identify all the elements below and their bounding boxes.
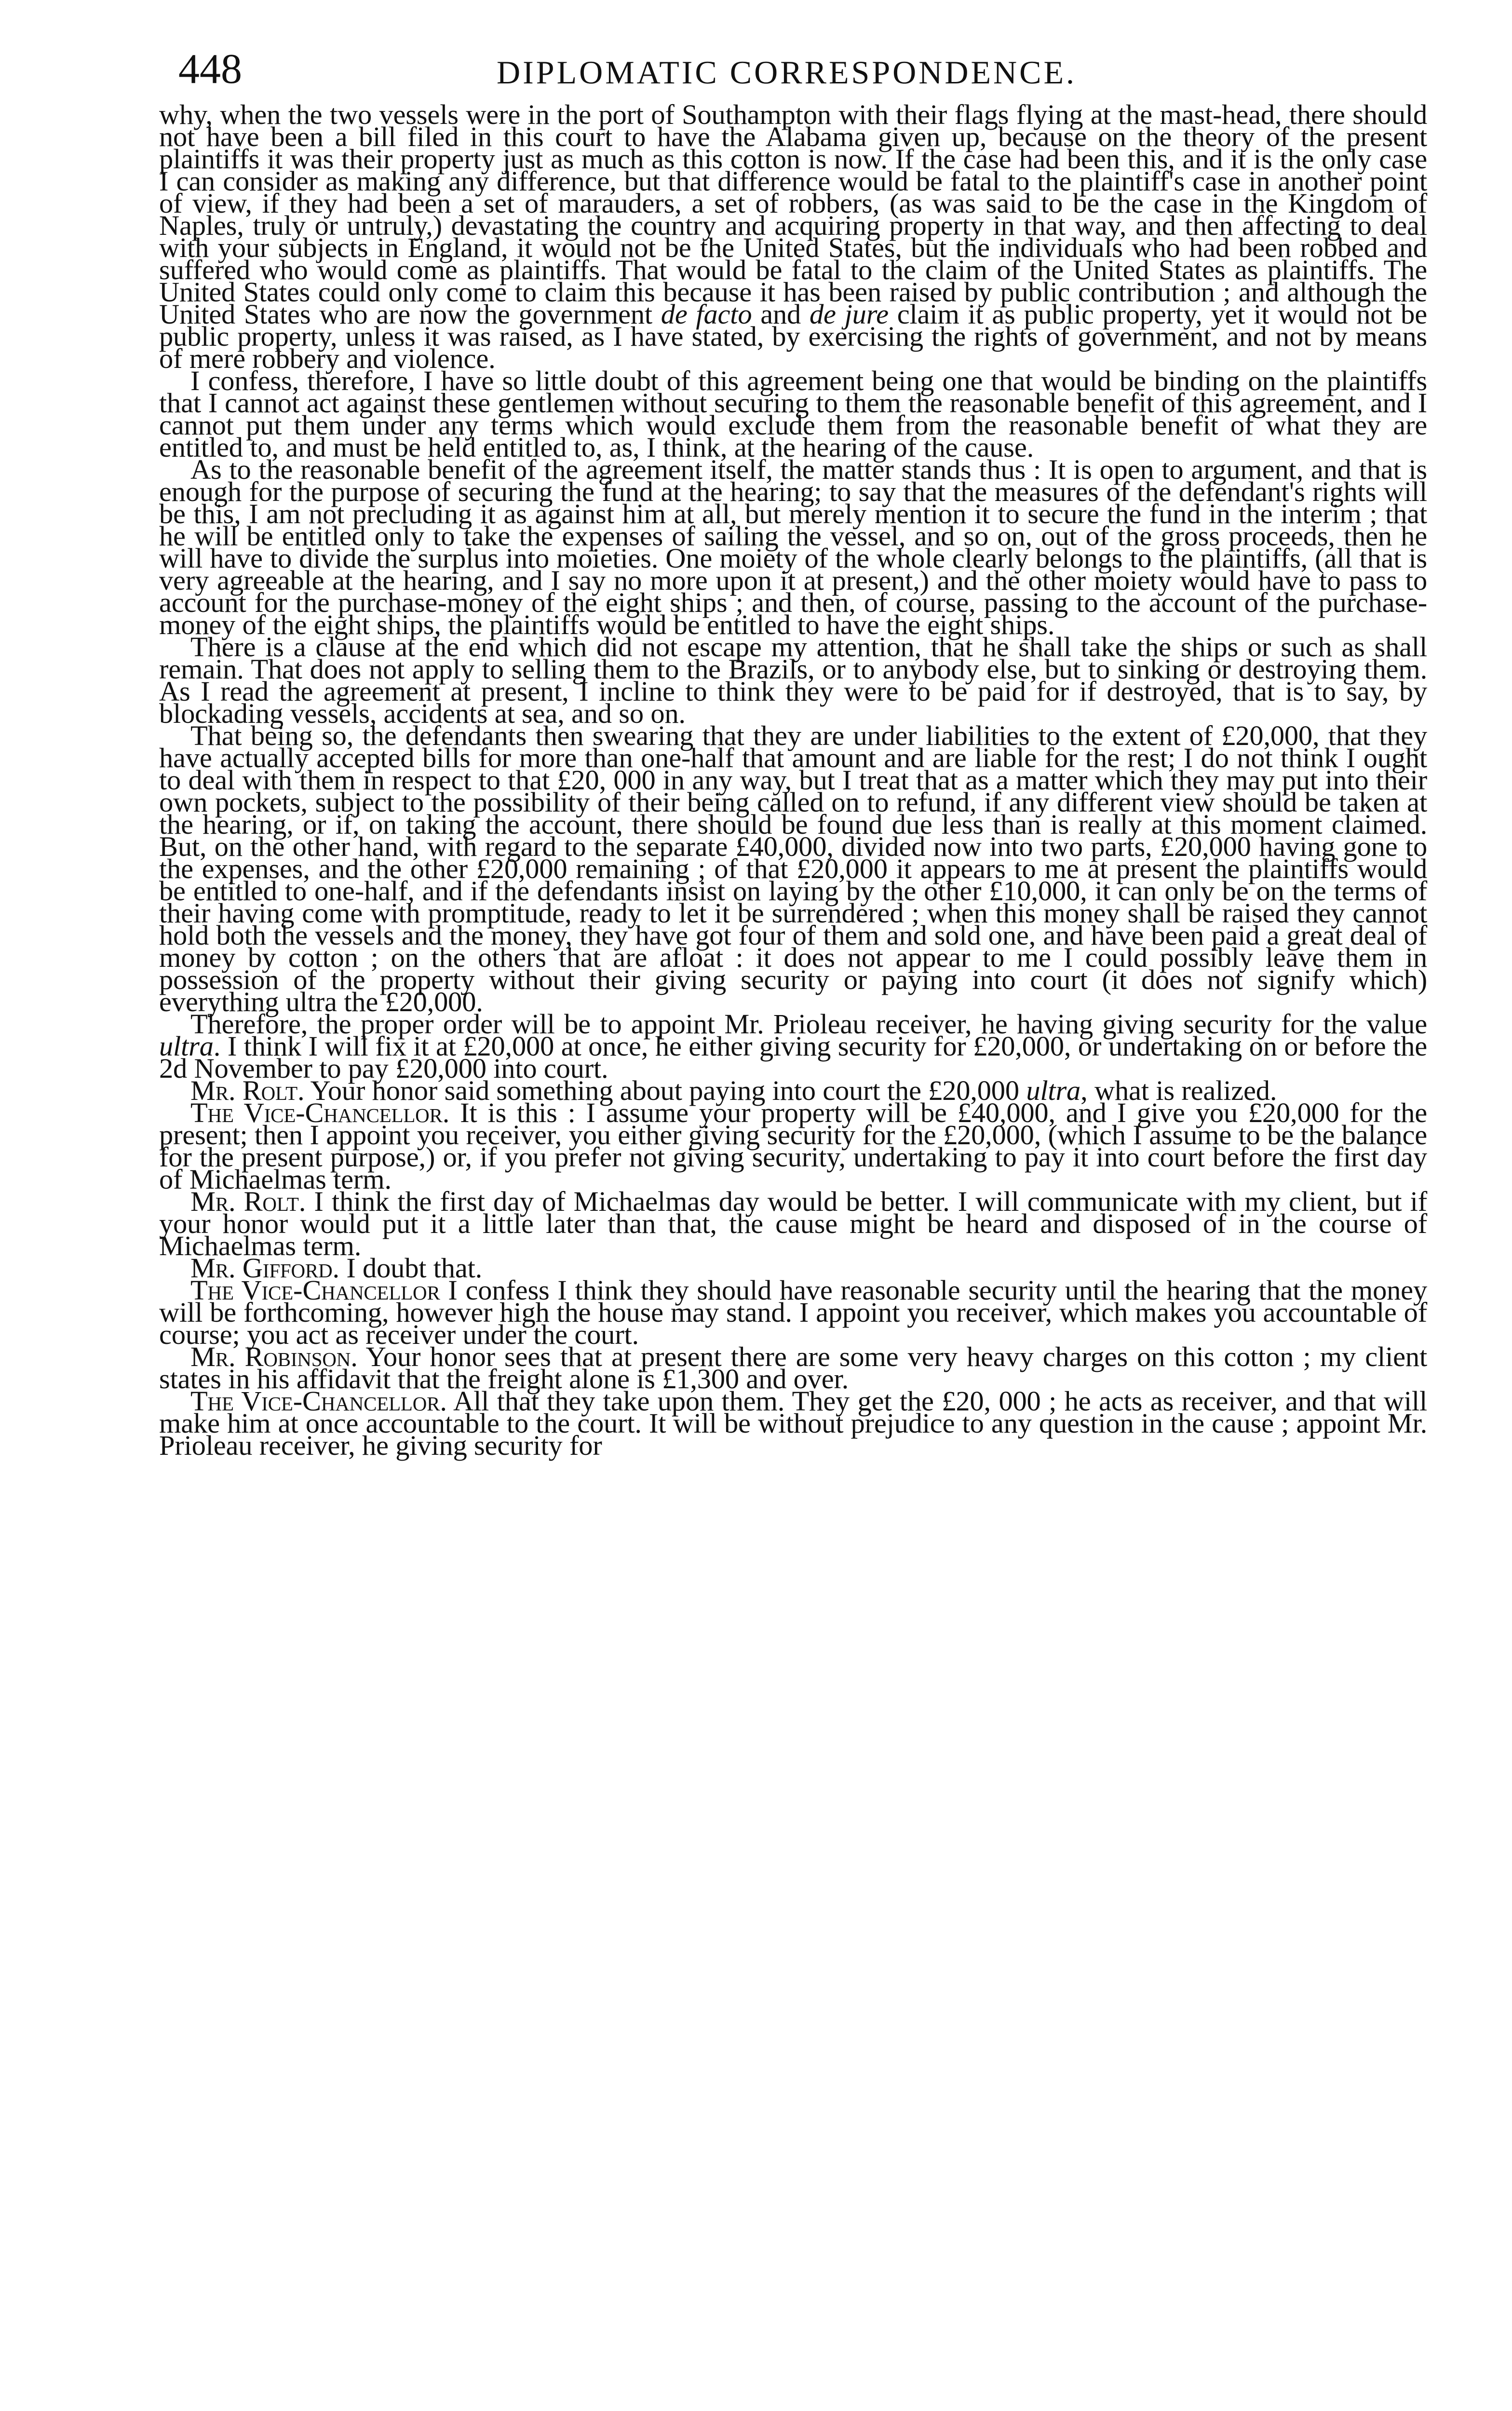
paragraph: There is a clause at the end which did not escape my attention, that he shall take the ships or such as shall remain. That does not apply to selling them to the Brazils, or to anybody else, but to sinking or destroying them. As I read the agreement at present, I incline to think they were to be paid for if destroyed, that is to say, by blockading vessels, accidents at sea, and so on. — [159, 631, 1427, 729]
speaker-paragraph: The Vice-Chancellor. It is this : I assume your property will be £40,000, and I give you £20,000 for the present; then I appoint you receiver, you either giving security for the £20,000, (which I assume to be the balance for the present purpose,) or, if you prefer not giving security, undertaking to pay it into court before the first day of Michaelmas term. — [159, 1097, 1427, 1195]
speaker-paragraph: Mr. Rolt. Your honor said something about paying into court the £20,000 ultra, what is realized. — [190, 1075, 1277, 1106]
speaker-name: The Vice-Chancellor. — [190, 1385, 447, 1417]
page-number: 448 — [178, 46, 242, 93]
body-text — [159, 99, 1428, 1461]
running-title: DIPLOMATIC CORRESPONDENCE. — [497, 54, 1077, 91]
speaker-name: Mr. Gifford. — [190, 1252, 339, 1284]
speaker-name: The Vice-Chancellor. — [190, 1097, 450, 1128]
speaker-paragraph: Mr. Gifford. I doubt that. — [190, 1252, 483, 1284]
speaker-paragraph: Mr. Rolt. I think the first day of Michaelmas day would be better. I will communicate with my client, but if your honor would put it a little later than that, the cause might be heard and disposed of in the course of Michaelmas term. — [159, 1186, 1427, 1261]
paragraph: why, when the two vessels were in the port of Southampton with their flags flying at the mast-head, there should not have been a bill filed in this court to have the Alabama given up, because on the theory of the present plaintiffs it was their property just as much as this cotton is now. If the case had been this, and it is the only case I can consider as making any difference, but that difference would be fatal to the plaintiff's case in another point of view, if they had been a set of marauders, a set of robbers, (as was said to be the case in the Kingdom of Naples, truly or untruly,) devastating the country and acquiring property in that way, and then affecting to deal with your subjects in England, it would not be the United States, but the individuals who had been robbed and suffered who would come as plaintiffs. That would be fatal to the claim of the United States as plaintiffs. The United States could only come to claim this because it has been raised by public contribution ; and although the United States who are now the government de facto and de jure claim it as public property, yet it would not be public property, unless it was raised, as I have stated, by exercising the rights of government, and not by means of mere robbery and violence. — [159, 99, 1427, 374]
page-header — [159, 48, 1427, 104]
paragraph: As to the reasonable benefit of the agreement itself, the matter stands thus : It is open to argument, and that is enough for the purpose of securing the fund at the hearing; to say that the measures of the defendant's rights will be this, I am not precluding it as against him at all, but merely mention it to secure the fund in the interim ; that he will be entitled only to take the expenses of sailing the vessel, and so on, out of the gross proceeds, then he will have to divide the surplus into moieties. One moiety of the whole clearly belongs to the plaintiffs, (all that is very agreeable at the hearing, and I say no more upon it at present,) and the other moiety would have to pass to account for the purchase-money of the eight ships ; and then, of course, passing to the account of the purchase-money of the eight ships, the plaintiffs would be entitled to have the eight ships. — [159, 454, 1427, 640]
paragraph: That being so, the defendants then swearing that they are under liabilities to the extent of £20,000, that they have actually accepted bills for more than one-half that amount and are liable for the rest; I do not think I ought to deal with them in respect to that £20, 000 in any way, but I treat that as a matter which they may put into their own pockets, subject to the possibility of their being called on to refund, if any different view should be taken at the hearing, or if, on taking the account, there should be found due less than is really at this moment claimed. But, on the other hand, with regard to the separate £40,000, divided now into two parts, £20,000 having gone to the expenses, and the other £20,000 remaining ; of that £20,000 it appears to me at present the plaintiffs would be entitled to one-half, and if the defendants insist on laying by the other £10,000, it can only be on the terms of their having come with promptitude, ready to let it be surrendered ; when this money shall be raised they cannot hold both the vessels and the money, they have got four of them and sold one, and have been paid a great deal of money by cotton ; on the others that are afloat : it does not appear to me I could possibly leave them in possession of the property without their giving security or paying into court (it does not signify which) everything ultra the £20,000. — [159, 720, 1427, 1017]
document-page — [159, 46, 1428, 1461]
speaker-paragraph: Mr. Robinson. Your honor sees that at present there are some very heavy charges on this cotton ; my client states in his affidavit that the freight alone is £1,300 and over. — [159, 1341, 1428, 1395]
paragraph: I confess, therefore, I have so little doubt of this agreement being one that would be binding on the plaintiffs that I cannot act against these gentlemen without securing to them the reasonable benefit of this agreement, and I cannot put them under any terms which would exclude them from the reasonable benefit of what they are entitled to, and must be held entitled to, as, I think, at the hearing of the cause. — [159, 365, 1427, 463]
speaker-paragraph: The Vice-Chancellor. All that they take upon them. They get the £20, 000 ; he acts as receiver, and that will make him at once accountable to the court. It will be without prejudice to any question in the cause ; appoint Mr. Prioleau receiver, he giving security for — [159, 1385, 1427, 1461]
speaker-name: The Vice-Chancellor — [190, 1274, 440, 1306]
paragraph: Therefore, the proper order will be to appoint Mr. Prioleau receiver, he having giving security for the value ultra. I think I will fix it at £20,000 at once, he either giving security for £20,000, or undertaking on or before the 2d November to pay £20,000 into court. — [159, 1008, 1427, 1084]
speaker-name: Mr. Rolt. — [190, 1186, 306, 1217]
speaker-paragraph: The Vice-Chancellor I confess I think they should have reasonable security until the hearing that the money will be forthcoming, however high the house may stand. I appoint you receiver, which makes you accountable of course; you act as receiver under the court. — [159, 1274, 1427, 1350]
speaker-name: Mr. Robinson. — [190, 1341, 358, 1372]
speaker-name: Mr. Rolt. — [190, 1075, 305, 1106]
